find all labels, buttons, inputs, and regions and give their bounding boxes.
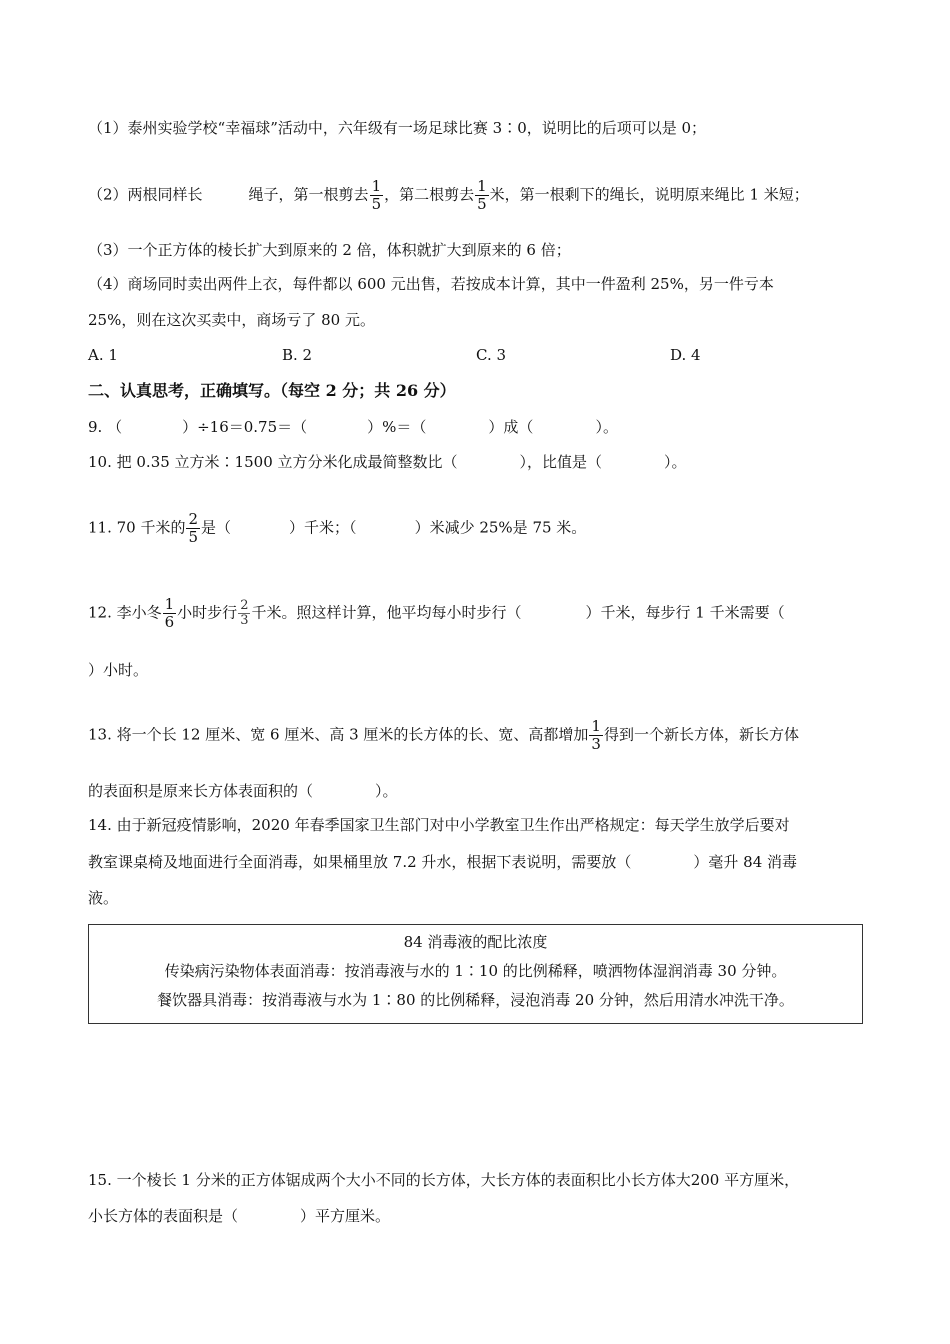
table-row: 传染病污染物体表面消毒：按消毒液与水的 1∶10 的比例稀释，喷洒物体湿润消毒 30 分钟。 [164,962,787,980]
section-2-heading: 二、认真思考，正确填写。（每空 2 分；共 26 分） [88,381,456,400]
question-13-line-2: 的表面积是原来长方体表面积的（ ）。 [88,782,398,800]
question-14-line-2: 教室课桌椅及地面进行全面消毒，如果桶里放 7.2 升水，根据下表说明，需要放（ ）毫升 84 消毒 [88,853,798,871]
option-a[interactable]: A. 1 [88,346,118,364]
question-12-line-1: 12. 李小冬 $\frac{1}{6}$ 小时步行 $\frac{2}{3}$ 千米。照这样计算，他平均每小时步行（ ）千米，每步行 1 千米需要（ [88,595,785,631]
option-d[interactable]: D. 4 [670,346,701,364]
question-9: 9. （ ）÷16＝0.75＝（ ）%＝（ ）成（ ）。 [88,418,618,436]
question-14-line-1: 14. 由于新冠疫情影响，2020 年春季国家卫生部门对中小学教室卫生作出严格规定：每天学生放学后要对 [88,816,790,834]
fraction-one-third: $\frac{1}{3}$ [591,717,601,753]
fraction-two-thirds: $\frac{2}{3}$ [240,598,249,628]
fraction-two-fifths: $\frac{2}{5}$ [188,510,199,546]
statement-1: （1）泰州实验学校“幸福球”活动中，六年级有一场足球比赛 3∶0，说明比的后项可以是 0； [88,119,707,137]
question-12-line-2: ）小时。 [88,661,149,679]
statement-3: （3）一个正方体的棱长扩大到原来的 2 倍，体积就扩大到原来的 6 倍； [88,241,571,259]
option-c[interactable]: C. 3 [476,346,507,364]
table-title: 84 消毒液的配比浓度 [403,933,548,951]
statement-2: （2）两根同样长 绳子，第一根剪去 $\frac{1}{5}$ ，第二根剪去 $\frac{1}{5}$ 米，第一根剩下的绳长，说明原来绳比 1 米短； [88,177,809,213]
question-14-line-3: 液。 [88,889,119,907]
dilution-table [88,924,863,1024]
statement-4-line-2: 25%，则在这次买卖中，商场亏了 80 元。 [88,311,375,329]
table-row: 餐饮器具消毒：按消毒液与水为 1∶80 的比例稀释，浸泡消毒 20 分钟，然后用清水冲洗干净。 [157,991,794,1009]
question-10: 10. 把 0.35 立方米∶1500 立方分米化成最简整数比（ ），比值是（ ）。 [88,453,687,471]
question-15-line-2: 小长方体的表面积是（ ）平方厘米。 [88,1207,391,1225]
fraction-one-sixth: $\frac{1}{6}$ [164,595,175,631]
question-15-line-1: 15. 一个棱长 1 分米的正方体锯成两个大小不同的长方体，大长方体的表面积比小长方体大200 平方厘米， [88,1171,800,1189]
fraction-one-fifth: $\frac{1}{5}$ [477,177,487,213]
statement-4-line-1: （4）商场同时卖出两件上衣，每件都以 600 元出售，若按成本计算，其中一件盈利 25%，另一件亏本 [88,275,774,293]
question-11: 11. 70 千米的 $\frac{2}{5}$ 是（ ）千米；（ ）米减少 25%是 75 米。 [88,510,587,546]
option-b[interactable]: B. 2 [282,346,313,364]
fraction-one-fifth: $\frac{1}{5}$ [371,177,382,213]
question-13-line-1: 13. 将一个长 12 厘米、宽 6 厘米、高 3 厘米的长方体的长、宽、高都增加 $\frac{1}{3}$ 得到一个新长方体，新长方体 [88,717,799,753]
